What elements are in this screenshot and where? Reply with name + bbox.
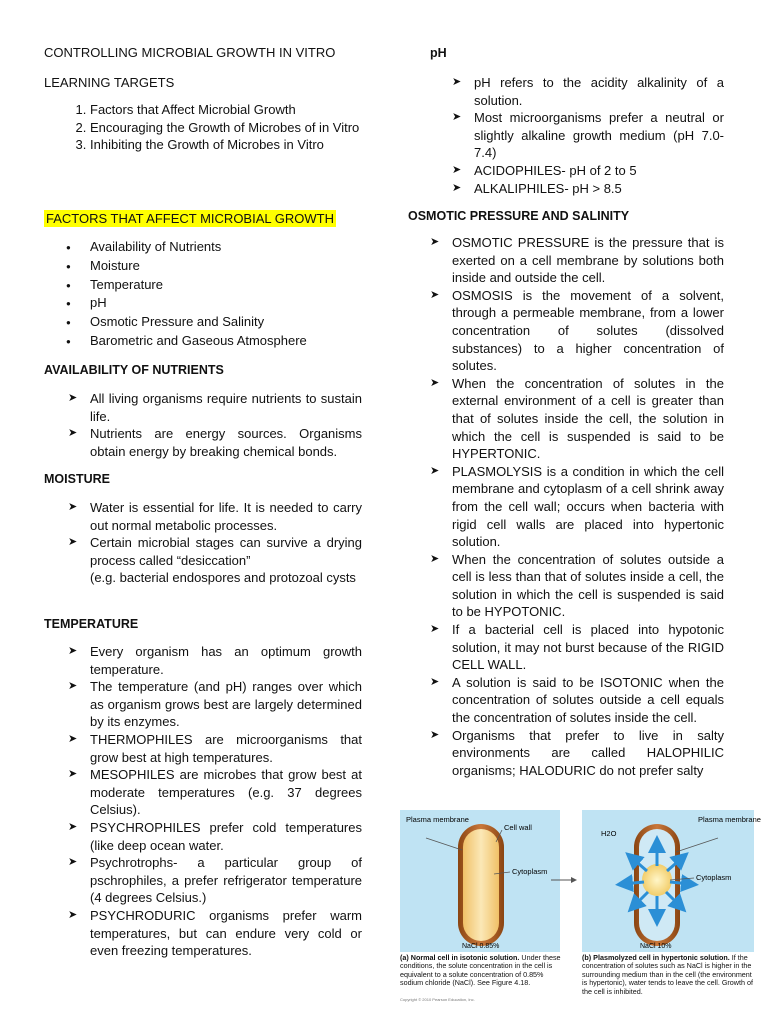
arrow-bullet-icon: ➤ (430, 236, 440, 248)
list-item: ➤ OSMOTIC PRESSURE is the pressure that is exerted on a cell membrane by solutions both inside and outside the cell. (430, 235, 724, 286)
arrow-bullet-icon: ➤ (68, 536, 78, 549)
nutrients-list (68, 390, 362, 460)
arrow-bullet-icon: ➤ (68, 732, 78, 745)
arrow-bullet-icon: ➤ (452, 163, 462, 176)
list-item: ➤ Nutrients are energy sources. Organisms obtain energy by breaking chemical bonds. (68, 426, 362, 459)
label-cytoplasm-b: Cytoplasm (696, 873, 732, 882)
copyright-note: Copyright © 2010 Pearson Education, Inc. (400, 997, 475, 1002)
ph-list (452, 74, 724, 197)
arrow-bullet-icon: ➤ (452, 111, 462, 124)
learning-targets-list (44, 101, 362, 154)
label-nacl-b: NaCl 10% (640, 943, 672, 950)
caption-b-text: If the concentration of solutes such as NaCl is higher in the surrounding medium than in the cell (the environment is hypertonic), water tends to leave the cell. Growth of the cell is inhibited. (582, 953, 753, 996)
caption-a-text: Under these conditions, the solute concentration in the cell is equivalent to a solute concentration of 0.85% sodium chloride (NaCl). See Figure 4.18. (400, 953, 561, 988)
normal-cell-cytoplasm (463, 829, 499, 941)
osmotic-list (430, 234, 724, 802)
list-item: ➤ ACIDOPHILES- pH of 2 to 5 (452, 162, 637, 178)
caption-b (582, 954, 756, 996)
caption-a-title: (a) Normal cell in isotonic solution. (400, 953, 520, 962)
arrow-bullet-icon: ➤ (430, 376, 440, 389)
arrow-bullet-icon: ➤ (68, 427, 78, 440)
list-item: ● Availability of Nutrients (90, 238, 307, 257)
label-h2o: H2O (601, 829, 617, 838)
list-item: ➤ pH refers to the acidity alkalinity of a solution. (452, 75, 724, 108)
list-item: ➤ Psychrotrophs- a particular group of pschrophiles, a prefer refrigerator temperature (4 degrees Celsius.) (68, 855, 362, 906)
list-item: ➤ Certain microbial stages can survive a drying process called “desiccation” (68, 535, 362, 568)
arrow-bullet-icon: ➤ (430, 675, 440, 688)
arrow-bullet-icon: ➤ (68, 501, 78, 513)
arrow-bullet-icon: ➤ (430, 464, 440, 477)
osmosis-figure (398, 808, 761, 1003)
moisture-heading: MOISTURE (44, 472, 110, 486)
arrow-bullet-icon: ➤ (68, 820, 78, 833)
label-plasma-membrane-b: Plasma membrane (698, 815, 761, 824)
factors-heading-highlighted: FACTORS THAT AFFECT MICROBIAL GROWTH (46, 211, 334, 226)
list-item: ➤ Every organism has an optimum growth temperature. (68, 644, 362, 677)
list-item: ➤ Most microorganisms prefer a neutral or slightly alkaline growth medium (pH 7.0-7.4) (452, 110, 724, 161)
list-item: 3. Inhibiting the Growth of Microbes in Vitro (90, 136, 362, 154)
label-cytoplasm-a: Cytoplasm (512, 867, 548, 876)
label-plasma-membrane-a: Plasma membrane (406, 815, 469, 824)
list-item: ➤ PSYCHRODURIC organisms prefer warm temperatures, but can endure very cold or even freezing temperatures. (68, 907, 362, 959)
arrow-bullet-icon: ➤ (68, 768, 78, 781)
label-nacl-a: NaCl 0.85% (462, 943, 500, 950)
arrow-bullet-icon: ➤ (430, 552, 440, 565)
list-item: ➤ A solution is said to be ISOTONIC when the concentration of solutes outside a cell equals the concentration of solutes inside the cell. (430, 674, 724, 726)
list-item: ➤ OSMOSIS is the movement of a solvent, through a permeable membrane, from a lower concentration of solutes (dissolved substances) to a higher concentration of solutes. (430, 287, 724, 374)
arrow-bullet-icon: ➤ (430, 728, 440, 741)
document-title: CONTROLLING MICROBIAL GROWTH IN VITRO (44, 45, 336, 60)
list-item: ● Temperature (90, 276, 307, 295)
factors-list (44, 238, 307, 351)
list-item: ➤ Organisms that prefer to live in salty environments are called HALOPHILIC organisms; HALODURIC do not prefer salty (430, 727, 724, 778)
arrow-bullet-icon: ➤ (430, 623, 440, 636)
caption-b-title: (b) Plasmolyzed cell in hypertonic solution. (582, 953, 730, 962)
nutrients-heading: AVAILABILITY OF NUTRIENTS (44, 363, 224, 377)
temperature-list (68, 643, 362, 960)
arrow-bullet-icon: ➤ (430, 288, 440, 301)
list-item: ➤ If a bacterial cell is placed into hypotonic solution, it may not burst because of the RIGID CELL WALL. (430, 622, 724, 673)
list-item: ➤ When the concentration of solutes outside a cell is less than that of solutes inside a cell, the solution in which the cell is suspended is said to be HYPOTONIC. (430, 551, 724, 620)
list-item: ➤ All living organisms require nutrients to sustain life. (68, 391, 362, 424)
list-item: ● Osmotic Pressure and Salinity (90, 313, 307, 332)
caption-a (400, 954, 568, 988)
list-item: ● pH (90, 294, 307, 313)
list-item: ➤ ALKALIPHILES- pH > 8.5 (452, 180, 622, 196)
list-item: 2. Encouraging the Growth of Microbes of in Vitro (90, 119, 362, 137)
moisture-note: (e.g. bacterial endospores and protozoal cysts (90, 570, 356, 586)
list-item: ➤ THERMOPHILES are microorganisms that grow best at high temperatures. (68, 731, 362, 765)
arrow-bullet-icon: ➤ (68, 680, 78, 693)
osmotic-heading: OSMOTIC PRESSURE AND SALINITY (408, 209, 630, 223)
list-item: ➤ When the concentration of solutes in the external environment of a cell is greater than that of solutes inside the cell, the solution in which the cell is suspended is said to be HYPERTONIC. (430, 375, 724, 462)
moisture-list (68, 499, 362, 587)
ph-heading: pH (430, 46, 447, 60)
arrow-bullet-icon: ➤ (68, 645, 78, 657)
arrow-bullet-icon: ➤ (68, 856, 78, 869)
list-item: ➤ The temperature (and pH) ranges over which as organism grows best are largely determined by its enzymes. (68, 679, 362, 730)
list-item: ➤ Water is essential for life. It is needed to carry out normal metabolic processes. (68, 500, 362, 533)
arrow-bullet-icon: ➤ (452, 76, 462, 88)
list-item: ➤ MESOPHILES are microbes that grow best at moderate temperatures (e.g. 37 degrees Celsius). (68, 767, 362, 818)
list-item: ● Barometric and Gaseous Atmosphere (90, 332, 307, 351)
list-item: ➤ PLASMOLYSIS is a condition in which the cell membrane and cytoplasm of a cell shrink away from the cell wall; occurs when bacteria with rigid cell walls are placed into hypertonic solution. (430, 463, 724, 550)
label-cell-wall: Cell wall (504, 823, 532, 832)
list-item: ● Moisture (90, 257, 307, 276)
list-item: ➤ PSYCHROPHILES prefer cold temperatures (like deep ocean water. (68, 819, 362, 853)
arrow-bullet-icon: ➤ (452, 181, 462, 194)
temperature-heading: TEMPERATURE (44, 617, 139, 631)
arrow-bullet-icon: ➤ (68, 392, 78, 404)
learning-targets-heading: LEARNING TARGETS (44, 75, 175, 90)
list-item: 1. Factors that Affect Microbial Growth (90, 101, 362, 119)
arrow-bullet-icon: ➤ (68, 908, 78, 921)
